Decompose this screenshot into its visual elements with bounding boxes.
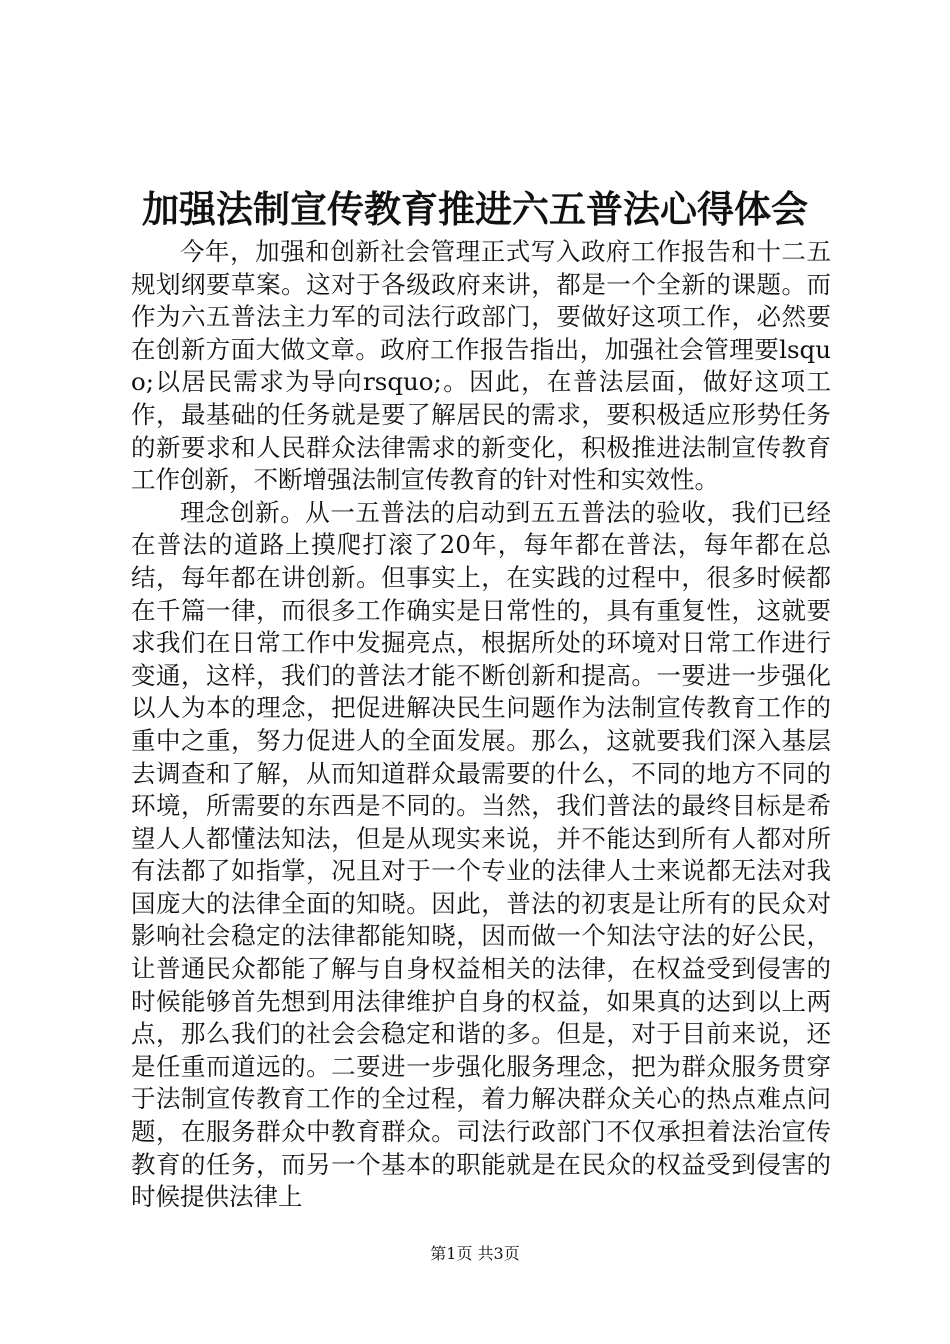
- paragraph-2: 理念创新。从一五普法的启动到五五普法的验收，我们已经在普法的道路上摸爬打滚了20年，每年都在普法，每年都在总结，每年都在讲创新。但事实上，在实践的过程中，很多时候都在千篇一律，而很多工作确实是日常性的，具有重复性，这就要求我们在日常工作中发掘亮点，根据所处的环境对日常工作进行变通，这样，我们的普法才能不断创新和提高。一要进一步强化以人为本的理念，把促进解决民生问题作为法制宣传教育工作的重中之重，努力促进人的全面发展。那么，这就要我们深入基层去调查和了解，从而知道群众最需要的什么，不同的地方不同的环境，所需要的东西是不同的。当然，我们普法的最终目标是希望人人都懂法知法，但是从现实来说，并不能达到所有人都对所有法都了如指掌，况且对于一个专业的法律人士来说都无法对我国庞大的法律全面的知晓。因此，普法的初衷是让所有的民众对影响社会稳定的法律都能知晓，因而做一个知法守法的好公民，让普通民众都能了解与自身权益相关的法律，在权益受到侵害的时候能够首先想到用法律维护自身的权益，如果真的达到以上两点，那么我们的社会会稳定和谐的多。但是，对于目前来说，还是任重而道远的。二要进一步强化服务理念，把为群众服务贯穿于法制宣传教育工作的全过程，着力解决群众关心的热点难点问题，在服务群众中教育群众。司法行政部门不仅承担着法治宣传教育的任务，而另一个基本的职能就是在民众的权益受到侵害的时候提供法律上: [131, 497, 831, 1212]
- document-body: [131, 236, 831, 1214]
- document-title: 加强法制宣传教育推进六五普法心得体会: [142, 187, 808, 231]
- paragraph-1: 今年，加强和创新社会管理正式写入政府工作报告和十二五规划纲要草案。这对于各级政府来讲，都是一个全新的课题。而作为六五普法主力军的司法行政部门，要做好这项工作，必然要在创新方面大做文章。政府工作报告指出，加强社会管理要lsquo;以居民需求为导向rsquo;。因此，在普法层面，做好这项工作，最基础的任务就是要了解居民的需求，要积极适应形势任务的新要求和人民群众法律需求的新变化，积极推进法制宣传教育工作创新，不断增强法制宣传教育的针对性和实效性。: [131, 237, 831, 495]
- page-footer: 第1页 共3页: [430, 1244, 520, 1263]
